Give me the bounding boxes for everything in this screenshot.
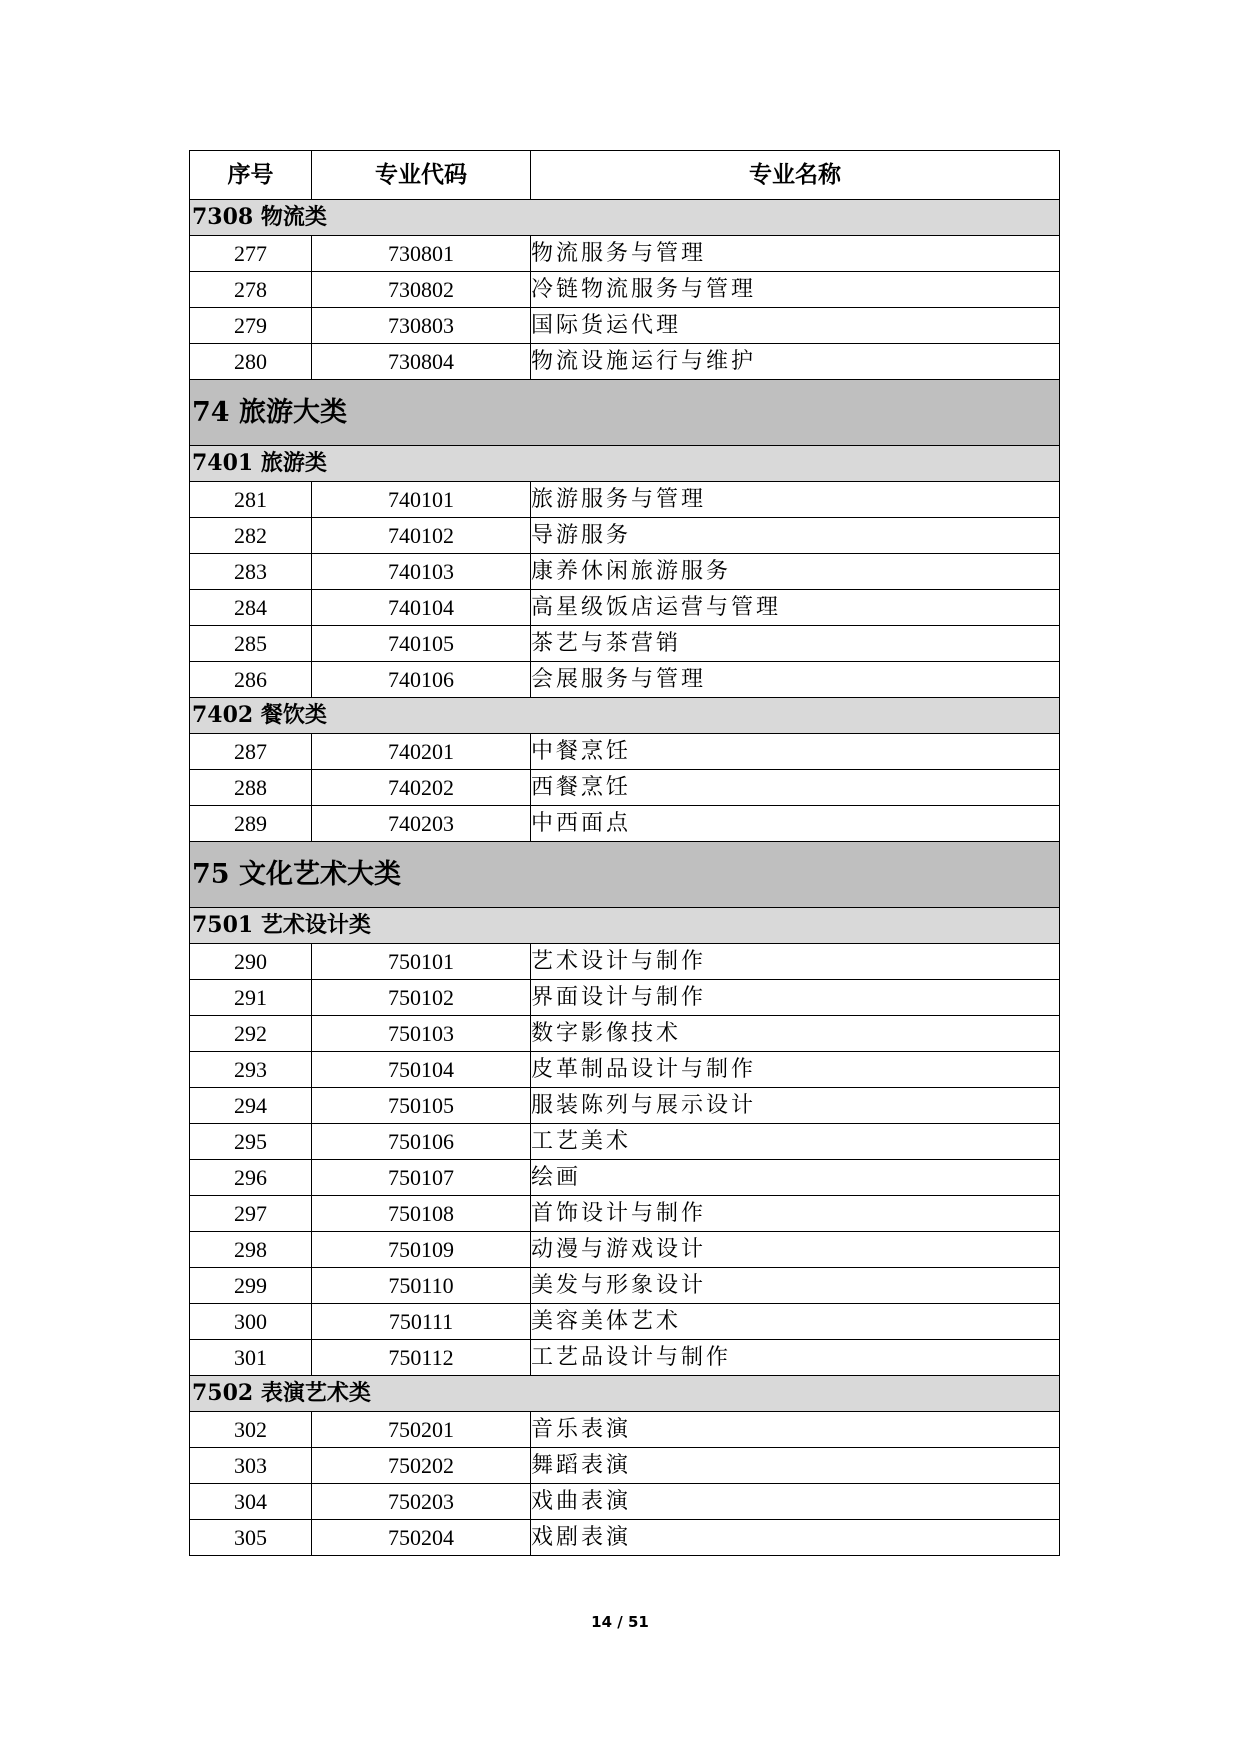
serial-number-cell: 277 (190, 236, 312, 272)
table-row (190, 1520, 1060, 1556)
serial-number-cell: 287 (190, 734, 312, 770)
table-row (190, 626, 1060, 662)
major-name-cell: 西餐烹饪 (531, 770, 1060, 806)
header-major-code: 专业代码 (312, 151, 531, 200)
major-code-cell: 750101 (312, 944, 531, 980)
table-row (190, 1124, 1060, 1160)
serial-number-cell: 299 (190, 1268, 312, 1304)
table-row (190, 1412, 1060, 1448)
table-row (190, 734, 1060, 770)
major-name-cell: 茶艺与茶营销 (531, 626, 1060, 662)
table-row (190, 236, 1060, 272)
major-name-cell: 工艺品设计与制作 (531, 1340, 1060, 1376)
majors-table (189, 150, 1060, 1556)
major-name-cell: 美容美体艺术 (531, 1304, 1060, 1340)
table-row (190, 518, 1060, 554)
major-category-label: 75 文化艺术大类 (190, 842, 1060, 908)
major-name-cell: 绘画 (531, 1160, 1060, 1196)
table-row (190, 308, 1060, 344)
table-row (190, 770, 1060, 806)
serial-number-cell: 293 (190, 1052, 312, 1088)
major-code-cell: 750104 (312, 1052, 531, 1088)
table-row (190, 1088, 1060, 1124)
page-number: 14 / 51 (591, 1613, 649, 1631)
serial-number-cell: 292 (190, 1016, 312, 1052)
major-code-cell: 740202 (312, 770, 531, 806)
major-code-cell: 750105 (312, 1088, 531, 1124)
table-row (190, 1052, 1060, 1088)
major-code-cell: 750102 (312, 980, 531, 1016)
subcategory-row (190, 200, 1060, 236)
major-code-cell: 750203 (312, 1484, 531, 1520)
table-row (190, 1016, 1060, 1052)
major-name-cell: 中餐烹饪 (531, 734, 1060, 770)
serial-number-cell: 295 (190, 1124, 312, 1160)
major-code-cell: 740101 (312, 482, 531, 518)
major-category-label: 74 旅游大类 (190, 380, 1060, 446)
serial-number-cell: 300 (190, 1304, 312, 1340)
serial-number-cell: 282 (190, 518, 312, 554)
major-name-cell: 工艺美术 (531, 1124, 1060, 1160)
major-name-cell: 康养休闲旅游服务 (531, 554, 1060, 590)
serial-number-cell: 280 (190, 344, 312, 380)
serial-number-cell: 304 (190, 1484, 312, 1520)
major-category-row (190, 842, 1060, 908)
major-code-cell: 750112 (312, 1340, 531, 1376)
table-row (190, 1268, 1060, 1304)
serial-number-cell: 298 (190, 1232, 312, 1268)
table-row (190, 944, 1060, 980)
subcategory-label: 7401 旅游类 (190, 446, 1060, 482)
major-name-cell: 物流设施运行与维护 (531, 344, 1060, 380)
major-name-cell: 数字影像技术 (531, 1016, 1060, 1052)
major-code-cell: 730801 (312, 236, 531, 272)
major-code-cell: 750109 (312, 1232, 531, 1268)
major-name-cell: 动漫与游戏设计 (531, 1232, 1060, 1268)
major-code-cell: 740103 (312, 554, 531, 590)
major-name-cell: 旅游服务与管理 (531, 482, 1060, 518)
serial-number-cell: 285 (190, 626, 312, 662)
serial-number-cell: 286 (190, 662, 312, 698)
subcategory-row (190, 1376, 1060, 1412)
serial-number-cell: 288 (190, 770, 312, 806)
major-category-row (190, 380, 1060, 446)
major-name-cell: 美发与形象设计 (531, 1268, 1060, 1304)
subcategory-row (190, 908, 1060, 944)
subcategory-label: 7308 物流类 (190, 200, 1060, 236)
major-name-cell: 皮革制品设计与制作 (531, 1052, 1060, 1088)
serial-number-cell: 278 (190, 272, 312, 308)
major-code-cell: 750204 (312, 1520, 531, 1556)
major-name-cell: 舞蹈表演 (531, 1448, 1060, 1484)
serial-number-cell: 297 (190, 1196, 312, 1232)
major-code-cell: 730804 (312, 344, 531, 380)
major-code-cell: 740104 (312, 590, 531, 626)
header-major-name: 专业名称 (531, 151, 1060, 200)
major-code-cell: 750202 (312, 1448, 531, 1484)
major-code-cell: 740203 (312, 806, 531, 842)
serial-number-cell: 305 (190, 1520, 312, 1556)
table-row (190, 590, 1060, 626)
serial-number-cell: 284 (190, 590, 312, 626)
major-code-cell: 750108 (312, 1196, 531, 1232)
major-code-cell: 750106 (312, 1124, 531, 1160)
table-row (190, 1340, 1060, 1376)
serial-number-cell: 291 (190, 980, 312, 1016)
table-row (190, 554, 1060, 590)
major-code-cell: 730803 (312, 308, 531, 344)
serial-number-cell: 301 (190, 1340, 312, 1376)
major-name-cell: 首饰设计与制作 (531, 1196, 1060, 1232)
major-code-cell: 750103 (312, 1016, 531, 1052)
serial-number-cell: 279 (190, 308, 312, 344)
major-name-cell: 导游服务 (531, 518, 1060, 554)
major-name-cell: 戏剧表演 (531, 1520, 1060, 1556)
major-code-cell: 740102 (312, 518, 531, 554)
major-code-cell: 740106 (312, 662, 531, 698)
major-name-cell: 冷链物流服务与管理 (531, 272, 1060, 308)
serial-number-cell: 289 (190, 806, 312, 842)
major-code-cell: 750201 (312, 1412, 531, 1448)
table-row (190, 1160, 1060, 1196)
subcategory-label: 7402 餐饮类 (190, 698, 1060, 734)
major-code-cell: 750110 (312, 1268, 531, 1304)
major-code-cell: 740105 (312, 626, 531, 662)
table-header-row (190, 151, 1060, 200)
serial-number-cell: 302 (190, 1412, 312, 1448)
subcategory-row (190, 446, 1060, 482)
subcategory-label: 7501 艺术设计类 (190, 908, 1060, 944)
table-row (190, 662, 1060, 698)
major-name-cell: 服装陈列与展示设计 (531, 1088, 1060, 1124)
major-name-cell: 会展服务与管理 (531, 662, 1060, 698)
serial-number-cell: 283 (190, 554, 312, 590)
header-serial-number: 序号 (190, 151, 312, 200)
table-row (190, 1304, 1060, 1340)
table-row (190, 1484, 1060, 1520)
serial-number-cell: 281 (190, 482, 312, 518)
major-name-cell: 艺术设计与制作 (531, 944, 1060, 980)
table-row (190, 1448, 1060, 1484)
major-name-cell: 戏曲表演 (531, 1484, 1060, 1520)
major-code-cell: 750107 (312, 1160, 531, 1196)
major-name-cell: 音乐表演 (531, 1412, 1060, 1448)
table-row (190, 344, 1060, 380)
serial-number-cell: 294 (190, 1088, 312, 1124)
major-name-cell: 中西面点 (531, 806, 1060, 842)
table-body (190, 200, 1060, 1556)
serial-number-cell: 290 (190, 944, 312, 980)
serial-number-cell: 296 (190, 1160, 312, 1196)
table-row (190, 980, 1060, 1016)
subcategory-row (190, 698, 1060, 734)
serial-number-cell: 303 (190, 1448, 312, 1484)
major-name-cell: 国际货运代理 (531, 308, 1060, 344)
major-code-cell: 750111 (312, 1304, 531, 1340)
major-name-cell: 物流服务与管理 (531, 236, 1060, 272)
table-row (190, 1196, 1060, 1232)
table-row (190, 482, 1060, 518)
table-row (190, 1232, 1060, 1268)
major-code-cell: 740201 (312, 734, 531, 770)
major-code-cell: 730802 (312, 272, 531, 308)
table-row (190, 806, 1060, 842)
major-name-cell: 高星级饭店运营与管理 (531, 590, 1060, 626)
major-name-cell: 界面设计与制作 (531, 980, 1060, 1016)
subcategory-label: 7502 表演艺术类 (190, 1376, 1060, 1412)
table-row (190, 272, 1060, 308)
